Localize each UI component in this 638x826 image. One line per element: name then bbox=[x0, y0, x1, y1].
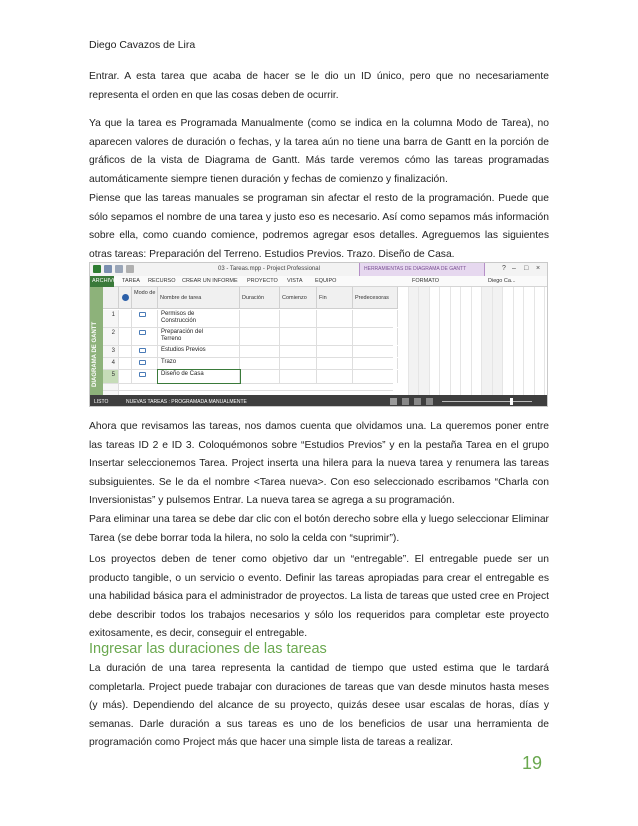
predecessors-cell[interactable] bbox=[353, 346, 398, 357]
gantt-day-column bbox=[451, 287, 462, 395]
column-header-duration[interactable] bbox=[240, 287, 280, 309]
ribbon-tabs bbox=[90, 276, 547, 287]
manual-schedule-icon bbox=[139, 312, 146, 317]
predecessors-cell[interactable] bbox=[353, 310, 398, 327]
indicator-cell[interactable] bbox=[119, 310, 132, 327]
gantt-day-column bbox=[535, 287, 546, 395]
finish-cell[interactable] bbox=[317, 358, 353, 369]
status-task-mode[interactable]: NUEVAS TAREAS : PROGRAMADA MANUALMENTE bbox=[126, 399, 247, 405]
column-header-predecessors-label: Predecesoras bbox=[355, 295, 389, 301]
gantt-day-column bbox=[482, 287, 493, 395]
zoom-slider[interactable] bbox=[442, 401, 532, 402]
gantt-day-column bbox=[461, 287, 472, 395]
gantt-day-column bbox=[419, 287, 430, 395]
window-title: 03 - Tareas.mpp - Project Professional bbox=[218, 266, 320, 272]
task-row[interactable] bbox=[103, 358, 393, 370]
task-id[interactable]: 3 bbox=[103, 346, 119, 357]
finish-cell[interactable] bbox=[317, 310, 353, 327]
gantt-day-column bbox=[398, 287, 409, 395]
task-id[interactable]: 2 bbox=[103, 328, 119, 345]
duration-cell[interactable] bbox=[240, 310, 280, 327]
status-bar bbox=[90, 395, 547, 407]
maximize-icon[interactable]: □ bbox=[524, 265, 529, 272]
duration-cell[interactable] bbox=[240, 346, 280, 357]
task-usage-icon[interactable] bbox=[402, 398, 409, 405]
gantt-day-column bbox=[440, 287, 451, 395]
task-name-cell[interactable] bbox=[158, 310, 240, 327]
redo-icon[interactable] bbox=[126, 265, 134, 273]
task-name-cell[interactable] bbox=[158, 346, 240, 357]
task-name: Estudios Previos bbox=[161, 347, 206, 353]
column-header-mode[interactable] bbox=[132, 287, 158, 309]
tab-proyecto[interactable]: PROYECTO bbox=[247, 278, 278, 284]
gantt-day-column bbox=[430, 287, 441, 395]
start-cell[interactable] bbox=[280, 310, 317, 327]
manual-mode-cell[interactable] bbox=[132, 358, 158, 369]
tab-tarea[interactable]: TAREA bbox=[122, 278, 140, 284]
start-cell[interactable] bbox=[280, 328, 317, 345]
gantt-chart-area[interactable] bbox=[398, 287, 548, 395]
task-name-cell[interactable] bbox=[158, 358, 240, 369]
start-cell[interactable] bbox=[280, 370, 317, 383]
duration-cell[interactable] bbox=[240, 328, 280, 345]
finish-cell[interactable] bbox=[317, 328, 353, 345]
paragraph-6: Los proyectos deben de tener como objetivo dar un “entregable”. El entregable puede ser un producto tangible, o un servicio o evento. Definir las tareas apropiadas para crear el entregable es una habilidad básica para el administrador de proyectos. La lista de tareas que usted cree en Project debe describir todos los trabajos necesarios y sólo los requeridos para completar este proyecto exitosamente, es decir, conseguir el entregable. bbox=[89, 554, 549, 640]
manual-schedule-icon bbox=[139, 348, 146, 353]
gantt-day-column bbox=[493, 287, 504, 395]
resource-sheet-icon[interactable] bbox=[426, 398, 433, 405]
finish-cell[interactable] bbox=[317, 370, 353, 383]
task-row[interactable] bbox=[103, 328, 393, 346]
predecessors-cell[interactable] bbox=[353, 370, 398, 383]
indicator-cell[interactable] bbox=[119, 370, 132, 383]
task-name: Permisos de bbox=[161, 311, 195, 317]
indicator-cell[interactable] bbox=[119, 346, 132, 357]
duration-cell[interactable] bbox=[240, 370, 280, 383]
manual-schedule-icon bbox=[139, 330, 146, 335]
paragraph-4: Ahora que revisamos las tareas, nos damos cuenta que olvidamos una. La queremos poner entre las tareas ID 2 e ID 3. Coloquémonos sobre “Estudios Previos” y en la pestaña Tarea en el grupo Insertar seleccionemos Tarea. Project inserta una hilera para la nueva tarea y renumera las tareas subsiguientes. Se le da el nombre <Tarea nueva>. Con eso seleccionado escribamos “Charla con Inversionistas” y pulsemos Entrar. La nueva tarea se agrega a su programación. bbox=[89, 421, 549, 507]
column-header-start[interactable] bbox=[280, 287, 317, 309]
tab-vista[interactable]: VISTA bbox=[287, 278, 303, 284]
status-ready: LISTO bbox=[94, 399, 109, 405]
task-row[interactable] bbox=[103, 346, 393, 358]
manual-mode-cell[interactable] bbox=[132, 370, 158, 383]
indicator-cell[interactable] bbox=[119, 358, 132, 369]
tab-formato[interactable]: FORMATO bbox=[412, 278, 439, 284]
task-name-continued: Terreno bbox=[161, 336, 182, 342]
task-name-continued: Construcción bbox=[161, 318, 197, 324]
task-name: Preparación del bbox=[161, 329, 204, 335]
gantt-view-icon[interactable] bbox=[390, 398, 397, 405]
tab-crear-informe[interactable]: CREAR UN INFORME bbox=[182, 278, 238, 284]
paragraph-1: Entrar. A esta tarea que acaba de hacer se le dio un ID único, pero que no necesariamente representa el orden en que las cosas deben de ocurrir. bbox=[89, 71, 549, 101]
gantt-day-column bbox=[503, 287, 514, 395]
paragraph-2: Ya que la tarea es Programada Manualmente (como se indica en la columna Modo de Tarea), no aparecen valores de duración o fechas, y la tarea aún no tiene una barra de Gantt en la porción de gráficos de la vista de Diagrama de Gantt. Más tarde veremos cómo las tareas programadas automáticamente siempre tienen duración y fechas de comienzo y finalización. bbox=[89, 118, 549, 185]
gantt-day-column bbox=[524, 287, 535, 395]
task-row[interactable] bbox=[103, 370, 393, 384]
gantt-day-column bbox=[409, 287, 420, 395]
task-id[interactable]: 1 bbox=[103, 310, 119, 327]
start-cell[interactable] bbox=[280, 358, 317, 369]
gantt-day-column bbox=[514, 287, 525, 395]
tab-equipo[interactable]: EQUIPO bbox=[315, 278, 337, 284]
task-row[interactable] bbox=[103, 310, 393, 328]
save-icon[interactable] bbox=[104, 265, 112, 273]
task-name-cell[interactable] bbox=[158, 370, 240, 383]
duration-cell[interactable] bbox=[240, 358, 280, 369]
paragraph-7: La duración de una tarea representa la cantidad de tiempo que usted estima que le tardará completarla. Project puede trabajar con duraciones de tareas que van desde minutos hasta meses (y más). Dependiendo del alcance de su proyecto, quizás desee usar escalas de horas, días y semanas. Darle duración a sus tareas es uno de los beneficios de usar una herramienta de programación como Project más que hacer una simple lista de tareas a realizar. bbox=[89, 663, 549, 749]
manual-schedule-icon bbox=[139, 360, 146, 365]
sidebar-view-label: DIAGRAMA DE GANTT bbox=[92, 321, 98, 387]
user-account[interactable]: Diego Ca... bbox=[488, 278, 516, 284]
page-header-author: Diego Cavazos de Lira bbox=[89, 39, 196, 51]
column-header-finish-label: Fin bbox=[319, 295, 327, 301]
help-icon[interactable]: ? bbox=[502, 265, 506, 272]
manual-schedule-icon bbox=[139, 372, 146, 377]
start-cell[interactable] bbox=[280, 346, 317, 357]
column-header-predecessors[interactable] bbox=[353, 287, 398, 309]
column-header-id[interactable] bbox=[103, 287, 119, 309]
column-header-task-name[interactable] bbox=[158, 287, 240, 309]
column-header-indicators[interactable] bbox=[119, 287, 132, 309]
manual-mode-cell[interactable] bbox=[132, 346, 158, 357]
close-icon[interactable]: × bbox=[536, 265, 541, 272]
predecessors-cell[interactable] bbox=[353, 328, 398, 345]
column-header-task-name-label: Nombre de tarea bbox=[160, 295, 202, 301]
tab-recurso[interactable]: RECURSO bbox=[148, 278, 176, 284]
column-header-start-label: Comienzo bbox=[282, 295, 307, 301]
gantt-tools-label: HERRAMIENTAS DE DIAGRAMA DE GANTT bbox=[364, 266, 467, 272]
column-header-duration-label: Duración bbox=[242, 295, 265, 301]
zoom-slider-thumb[interactable] bbox=[510, 398, 513, 405]
gantt-tools-tab-group bbox=[359, 263, 485, 276]
task-name: Trazo bbox=[161, 359, 177, 365]
finish-cell[interactable] bbox=[317, 346, 353, 357]
view-sidebar bbox=[90, 287, 103, 395]
title-bar bbox=[90, 263, 547, 276]
team-planner-icon[interactable] bbox=[414, 398, 421, 405]
project-app-icon bbox=[93, 265, 101, 273]
column-header-finish[interactable] bbox=[317, 287, 353, 309]
ms-project-screenshot bbox=[89, 262, 548, 407]
info-icon bbox=[122, 294, 129, 301]
task-name: Diseño de Casa bbox=[161, 371, 204, 377]
tab-archivo[interactable]: ARCHIVO bbox=[90, 276, 114, 287]
task-id[interactable]: 5 bbox=[103, 370, 119, 383]
page-number: 19 bbox=[522, 753, 543, 773]
task-name-cell[interactable] bbox=[158, 328, 240, 345]
manual-mode-cell[interactable] bbox=[132, 310, 158, 327]
undo-icon[interactable] bbox=[115, 265, 123, 273]
indicator-cell[interactable] bbox=[119, 328, 132, 345]
paragraph-5: Para eliminar una tarea se debe dar clic con el botón derecho sobre ella y luego seleccionar Eliminar Tarea (se debe borrar toda la hilera, no solo la celda con “suprimir”). bbox=[89, 514, 549, 544]
task-id[interactable]: 4 bbox=[103, 358, 119, 369]
manual-mode-cell[interactable] bbox=[132, 328, 158, 345]
paragraph-3: Piense que las tareas manuales se programan sin afectar el resto de la programación. Puede que sólo sepamos el nombre de una tarea y justo eso es necesario. Así como sepamos más información sobre ella, como cuando comience, podremos agregar esos detalles. Agreguemos las siguientes otras tareas: Preparación del Terreno. Estudios Previos. Trazo. Diseño de Casa. bbox=[89, 193, 549, 260]
empty-row-id bbox=[103, 384, 119, 390]
column-header-mode-label: Modo de bbox=[134, 290, 156, 296]
empty-row[interactable] bbox=[103, 384, 393, 391]
predecessors-cell[interactable] bbox=[353, 358, 398, 369]
gantt-day-column bbox=[472, 287, 483, 395]
section-heading: Ingresar las duraciones de las tareas bbox=[89, 641, 327, 657]
minimize-icon[interactable]: – bbox=[512, 265, 516, 272]
